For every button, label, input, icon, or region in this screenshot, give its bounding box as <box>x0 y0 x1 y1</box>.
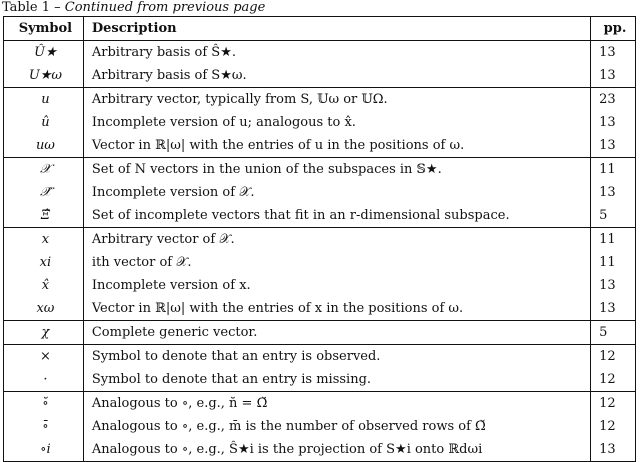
symbol-cell: u <box>4 88 84 112</box>
page-cell: 11 <box>591 251 636 274</box>
table-row <box>4 251 636 274</box>
description-cell: Incomplete version of x. <box>83 274 590 297</box>
description-cell: Analogous to ∘, e.g., m̄ is the number of observed rows of Ω̆ <box>83 415 590 438</box>
symbol-cell: U★ω <box>4 64 84 88</box>
table-row <box>4 64 636 88</box>
table-row <box>4 41 636 65</box>
description-cell: ith vector of 𝒳. <box>83 251 590 274</box>
header-pp: pp. <box>591 17 636 41</box>
symbol-cell: xω <box>4 297 84 321</box>
header-symbol: Symbol <box>4 17 84 41</box>
symbol-cell: x̂ <box>4 274 84 297</box>
symbol-cell: ∘̆ <box>4 392 84 416</box>
page-cell: 13 <box>591 111 636 134</box>
description-cell: Analogous to ∘, e.g., n̆ = Ω̆ <box>83 392 590 416</box>
symbol-cell: ∘i <box>4 438 84 462</box>
page-cell: 13 <box>591 64 636 88</box>
symbol-table <box>3 16 636 462</box>
table-row <box>4 274 636 297</box>
header-row <box>4 17 636 41</box>
symbol-cell: x <box>4 228 84 252</box>
page-cell: 11 <box>591 158 636 182</box>
symbol-cell: xi <box>4 251 84 274</box>
symbol-cell: × <box>4 345 84 369</box>
description-cell: Vector in ℝ|ω| with the entries of x in the positions of ω. <box>83 297 590 321</box>
table-row <box>4 228 636 252</box>
symbol-cell: uω <box>4 134 84 158</box>
page-cell: 13 <box>591 134 636 158</box>
symbol-cell: χ <box>4 321 84 345</box>
table-row <box>4 368 636 392</box>
page-cell: 13 <box>591 438 636 462</box>
header-description: Description <box>83 17 590 41</box>
page-cell: 12 <box>591 392 636 416</box>
page-cell: 5 <box>591 321 636 345</box>
caption-label: Table 1 – <box>2 0 61 15</box>
table-row <box>4 297 636 321</box>
table-row <box>4 204 636 228</box>
page-cell: 13 <box>591 274 636 297</box>
table-row <box>4 345 636 369</box>
description-cell: Arbitrary vector of 𝒳. <box>83 228 590 252</box>
table-row <box>4 181 636 204</box>
symbol-cell: 𝒳̂ <box>4 181 84 204</box>
page-cell: 5 <box>591 204 636 228</box>
table-row <box>4 88 636 112</box>
table-row <box>4 438 636 462</box>
page-cell: 13 <box>591 41 636 65</box>
description-cell: Vector in ℝ|ω| with the entries of u in the positions of ω. <box>83 134 590 158</box>
description-cell: Symbol to denote that an entry is observed. <box>83 345 590 369</box>
symbol-cell: Û★ <box>4 41 84 65</box>
description-cell: Set of N vectors in the union of the subspaces in 𝕊★. <box>83 158 590 182</box>
table-row <box>4 111 636 134</box>
symbol-cell: 𝒳 <box>4 158 84 182</box>
description-cell: Analogous to ∘, e.g., Ŝ★i is the projection of S★i onto ℝdωi <box>83 438 590 462</box>
table-caption <box>2 0 265 16</box>
symbol-cell: ∘̄ <box>4 415 84 438</box>
description-cell: Incomplete version of u; analogous to x̂. <box>83 111 590 134</box>
page-cell: 12 <box>591 345 636 369</box>
description-cell: Symbol to denote that an entry is missing. <box>83 368 590 392</box>
description-cell: Incomplete version of 𝒳. <box>83 181 590 204</box>
description-cell: Arbitrary basis of S★ω. <box>83 64 590 88</box>
description-cell: Arbitrary basis of Ŝ★. <box>83 41 590 65</box>
table-row <box>4 392 636 416</box>
caption-continued: Continued from previous page <box>64 0 266 15</box>
page-cell: 11 <box>591 228 636 252</box>
symbol-cell: Ξ̂ <box>4 204 84 228</box>
table-row <box>4 134 636 158</box>
table-row <box>4 158 636 182</box>
page-cell: 13 <box>591 181 636 204</box>
page-cell: 23 <box>591 88 636 112</box>
symbol-cell: · <box>4 368 84 392</box>
description-cell: Complete generic vector. <box>83 321 590 345</box>
table-row <box>4 321 636 345</box>
symbol-cell: û <box>4 111 84 134</box>
description-cell: Set of incomplete vectors that fit in an r-dimensional subspace. <box>83 204 590 228</box>
page-cell: 13 <box>591 297 636 321</box>
table-row <box>4 415 636 438</box>
page-cell: 12 <box>591 368 636 392</box>
description-cell: Arbitrary vector, typically from S, 𝕌ω or 𝕌Ω. <box>83 88 590 112</box>
page-cell: 12 <box>591 415 636 438</box>
